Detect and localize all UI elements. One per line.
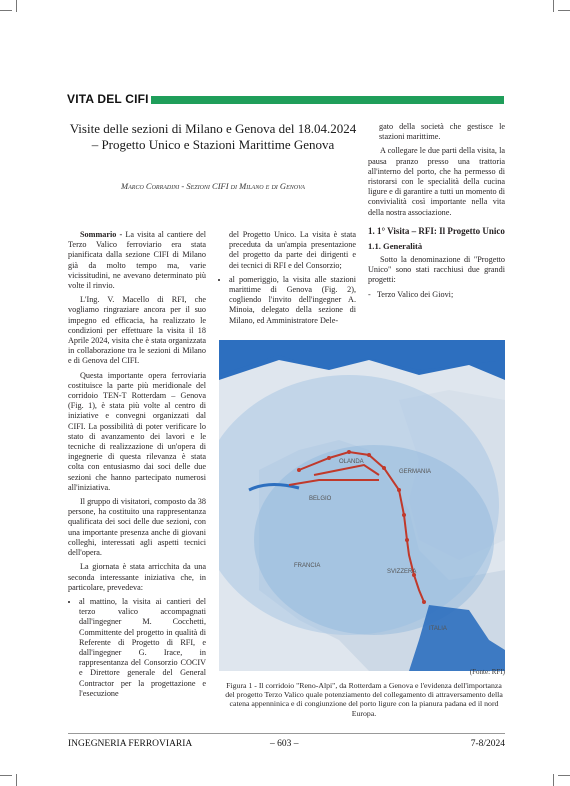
footer-rule bbox=[68, 733, 505, 734]
map-label-olanda: OLANDA bbox=[339, 459, 364, 465]
article-authors: Marco Corradini - Sezioni CIFI di Milano e di Genova bbox=[121, 181, 305, 191]
crop-mark bbox=[0, 775, 12, 776]
summary-paragraph bbox=[68, 230, 206, 291]
visit-list bbox=[218, 275, 356, 326]
footer-journal: INGEGNERIA FERROVIARIA bbox=[68, 739, 193, 749]
article-title: Visite delle sezioni di Milano e Genova del 18.04.2024 – Progetto Unico e Stazioni Marittime Genova bbox=[69, 121, 357, 152]
subsection-heading: 1.1. Generalità bbox=[368, 240, 423, 251]
column-2 bbox=[218, 230, 356, 330]
section-heading: 1. 1° Visita – RFI: Il Progetto Unico bbox=[368, 225, 505, 236]
crop-mark bbox=[553, 774, 554, 786]
list-item: • al mattino, la visita ai cantieri del terzo valico accompagnati dall'ingegner M. Cocchetti, Committente del progetto in qualità di Referente di Progetto di RFI, e dall'ingegner G. Irace, in rappresentanza del Consorzio COCIV e Direttore generale del General Contractor per la progettazione e l'esecuzione bbox=[79, 597, 206, 699]
paragraph: Sotto la denominazione di "Progetto Unico" sono stati racchiusi due grandi progetti: bbox=[368, 255, 505, 285]
crop-mark bbox=[558, 775, 570, 776]
figure-caption: Figura 1 - Il corridoio "Reno-Alpi", da Rotterdam a Genova e l'evidenza dell'importanza del progetto Terzo Valico quale potenziamento del collegamento di attraversamento della catena appenninica e di congiunzione del porto ligure con la pianura padana ed il nord Europa. bbox=[225, 681, 503, 718]
paragraph: del Progetto Unico. La visita è stata preceduta da un'ampia presentazione del progetto da parte dei dirigenti e dei tecnici di RFI e del Consorzio; bbox=[229, 230, 356, 270]
visit-list bbox=[68, 597, 206, 699]
crop-mark bbox=[558, 10, 570, 11]
figure-source: (Fonte: RFI) bbox=[469, 668, 505, 676]
map-label-italia: ITALIA bbox=[429, 626, 447, 632]
crop-mark bbox=[16, 774, 17, 786]
column-1 bbox=[68, 230, 206, 703]
summary-text: La visita al cantiere del Terzo Valico ferroviario era stata pianificata dalla sezione CIFI di Milano già da molto tempo ma, varie vicissitudini, ne avevano determinato più volte il rinvio. bbox=[68, 230, 206, 291]
paragraph: Questa importante opera ferroviaria costituisce la parte più meridionale del corridoio TEN-T Rotterdam – Genova (Fig. 1), è stata più volte al centro di iniziative e convegni organizzati dal CIFI. La possibilità di poter verificare lo stato di avanzamento dei lavori e le tecniche di realizzazione di un'opera di ingegnerie di questa rilevanza è stata colta con entusiasmo dai soci delle due sezioni che hanno partecipato numerosi all'iniziativa. bbox=[68, 370, 206, 492]
paragraph: gato della società che gestisce le stazioni marittime. bbox=[379, 122, 505, 142]
map-label-svizzera: SVIZZERA bbox=[387, 569, 417, 575]
section-label: VITA DEL CIFI bbox=[67, 92, 149, 106]
paragraph: La giornata è stata arricchita da una seconda interessante iniziativa che, in particolare, prevedeva: bbox=[68, 562, 206, 592]
crop-mark bbox=[553, 0, 554, 12]
section-bar bbox=[151, 96, 504, 104]
map-label-francia: FRANCIA bbox=[294, 563, 321, 569]
footer-issue: 7-8/2024 bbox=[470, 739, 505, 749]
list-item: • al pomeriggio, la visita alle stazioni marittime di Genova (Fig. 2), cogliendo l'invito dell'ingegner A. Minoia, delegato della sezione di Milano, ed Amministratore Dele- bbox=[229, 275, 356, 326]
map-label-belgio: BELGIO bbox=[309, 496, 332, 502]
column-3 bbox=[368, 122, 505, 304]
paragraph: A collegare le due parti della visita, la pausa pranzo presso una trattoria all'interno del porto, che ha permesso di ristorarsi con le specialità della cucina ligure e di garantire a tutti un momento di convivialità così importante nella vita della nostra associazione. bbox=[368, 146, 505, 217]
footer-page-number: – 603 – bbox=[270, 739, 299, 749]
summary-lead: Sommario - bbox=[80, 230, 123, 239]
list-item: - Terzo Valico dei Giovi; bbox=[368, 289, 454, 299]
crop-mark bbox=[0, 10, 12, 11]
paragraph: Il gruppo di visitatori, composto da 38 persone, ha costituito una rappresentanza qualificata dei soci delle due sezioni, con una importante presenza anche di giovani colleghi, interessati agli aspetti tecnici dell'opera. bbox=[68, 497, 206, 558]
map-label-germania: GERMANIA bbox=[399, 469, 432, 475]
corridor-map bbox=[219, 340, 505, 671]
paragraph: L'Ing. V. Macello di RFI, che vogliamo ringraziare ancora per il suo impegno ed efficacia, ha realizzato le condizioni per effettuare la visita il 18 Aprile 2024, visita che è stata organizzata in collaborazione tra le sezioni di Milano e di Genova del CIFI. bbox=[68, 295, 206, 366]
crop-mark bbox=[16, 0, 17, 12]
